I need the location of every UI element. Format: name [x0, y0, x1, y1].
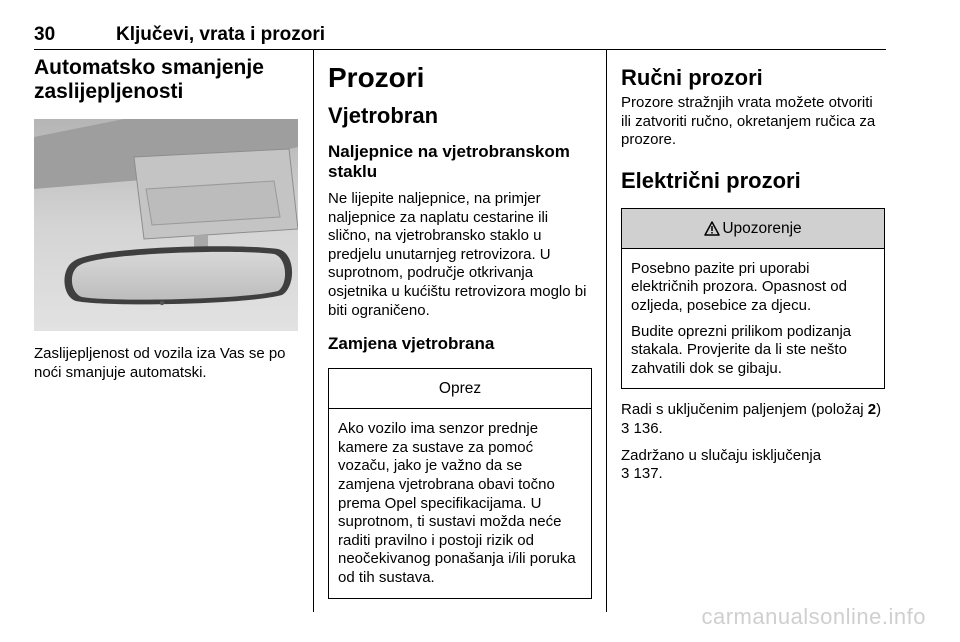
retained-power-text: Zadržano u slučaju isključenja 3 137.	[621, 446, 822, 483]
ignition-text: Radi s uključenim paljenjem (položaj 2) 3 136.	[621, 401, 882, 437]
sub-heading: Vjetrobran	[328, 103, 439, 128]
rearview-mirror-image	[34, 119, 298, 331]
mirror-photo	[34, 119, 298, 331]
header-rule	[34, 49, 886, 50]
section-title: Ručni prozori	[621, 65, 763, 90]
warning-box	[621, 208, 885, 390]
warning-header	[622, 209, 884, 249]
caution-box	[328, 368, 592, 598]
section-text: Prozore stražnjih vrata možete otvoriti ili zatvoriti ručno, okretanjem ručica za prozore.	[621, 94, 876, 149]
photo-caption: Zaslijepljenost od vozila iza Vas se po noći smanjuje automatski.	[34, 345, 286, 381]
watermark: carmanualsonline.info	[701, 604, 926, 629]
chapter-title: Ključevi, vrata i prozori	[116, 24, 326, 45]
section-title: Zamjena vjetrobrana	[328, 334, 495, 354]
warning-text: Posebno pazite pri uporabi električnih prozora. Opasnost od ozljeda, posebice za djecu.	[631, 259, 847, 314]
warning-triangle-icon	[704, 221, 720, 236]
page-reference-link[interactable]: 3 136.	[621, 419, 663, 437]
reference-arrow-icon: 3	[621, 419, 630, 437]
column-2	[328, 56, 592, 599]
warning-text: Budite oprezni prilikom podizanja stakala. Provjerite da li ste nešto zahvatili dok se gibaju.	[631, 322, 852, 377]
warning-label: Upozorenje	[722, 219, 802, 237]
section-title: Naljepnice na vjetrobranskom staklu	[328, 142, 570, 181]
section-text: Ne lijepite naljepnice, na primjer naljepnice za naplatu cestarine ili slično, na vjetrobransko staklo u predjelu unutarnjeg retrovizora. U suprotnom, područje otkrivanja osjetnika u kućištu retrovizora moglo bi biti ograničeno.	[328, 190, 587, 319]
section-heading: Automatsko smanjenje zaslijepljenosti	[34, 56, 264, 103]
page-header	[34, 24, 886, 48]
column-3	[621, 56, 885, 484]
main-heading: Prozori	[328, 62, 425, 93]
page-number: 30	[34, 24, 56, 45]
ignition-position: 2	[867, 401, 877, 419]
column-divider	[606, 50, 607, 612]
section-title: Električni prozori	[621, 167, 801, 193]
caution-label: Oprez	[329, 369, 591, 409]
page-reference-link[interactable]: 3 137.	[621, 465, 663, 483]
caution-text: Ako vozilo ima senzor prednje kamere za sustave za pomoć vozaču, jako je važno da se zamjena vjetrobrana obavi točno prema Opel specifikacijama. U suprotnom, ti sustavi možda neće raditi pravilno i postoji rizik od neočekivanog ponašanja i/ili poruka od tih sustava.	[338, 420, 576, 586]
column-1	[34, 56, 298, 382]
reference-arrow-icon: 3	[621, 465, 630, 483]
column-divider	[313, 50, 314, 612]
